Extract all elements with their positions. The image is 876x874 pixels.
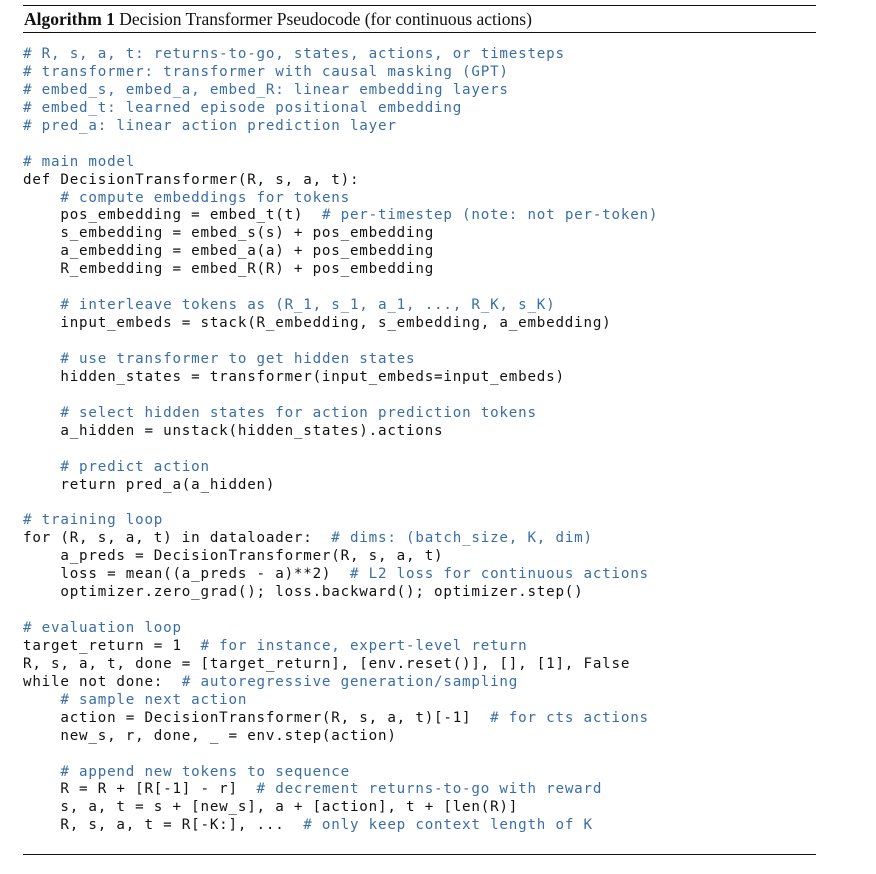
code-text	[23, 459, 60, 475]
code-line	[23, 190, 816, 208]
code-text	[23, 297, 60, 313]
code-text: while not done:	[23, 673, 182, 690]
code-comment: # L2 loss for continuous actions	[349, 566, 649, 583]
code-line	[23, 494, 816, 512]
code-line	[23, 746, 816, 764]
code-comment: # evaluation loop	[23, 620, 182, 636]
code-line	[23, 548, 816, 566]
code-comment: # embed_s, embed_a, embed_R: linear embedding layers	[23, 81, 509, 98]
code-comment: # select hidden states for action prediction tokens	[60, 404, 537, 421]
code-comment: # decrement returns-to-go with reward	[256, 781, 603, 798]
code-line	[23, 207, 816, 225]
code-line	[23, 46, 816, 64]
code-text: pos_embedding = embed_t(t)	[23, 207, 322, 224]
code-text: R, s, a, t = R[-K:], ...	[23, 817, 304, 834]
algorithm-title: Decision Transformer Pseudocode (for continuous actions)	[119, 9, 532, 29]
code-line	[23, 441, 816, 459]
code-text: optimizer.zero_grad(); loss.backward(); optimizer.step()	[23, 584, 584, 601]
algorithm-block	[23, 5, 816, 835]
code-comment: # embed_t: learned episode positional embedding	[23, 99, 463, 116]
code-line	[23, 279, 816, 297]
code-line	[23, 692, 816, 710]
code-line	[23, 638, 816, 656]
code-line	[23, 261, 816, 279]
code-line	[23, 566, 816, 584]
code-line	[23, 817, 816, 835]
code-line	[23, 64, 816, 82]
code-comment: # use transformer to get hidden states	[60, 350, 416, 367]
code-line	[23, 477, 816, 495]
code-text: hidden_states = transformer(input_embeds=input_embeds)	[23, 368, 565, 385]
code-comment: # pred_a: linear action prediction layer	[23, 117, 397, 134]
bottom-rule	[23, 854, 816, 855]
code-line	[23, 387, 816, 405]
code-line	[23, 172, 816, 190]
algorithm-caption	[23, 6, 816, 32]
code-comment: # R, s, a, t: returns-to-go, states, actions, or timesteps	[23, 46, 565, 62]
code-text: s, a, t = s + [new_s], a + [action], t + [len(R)]	[23, 799, 519, 816]
code-comment: # only keep context length of K	[303, 817, 593, 834]
code-line	[23, 728, 816, 746]
code-comment: # compute embeddings for tokens	[60, 189, 350, 206]
code-line	[23, 710, 816, 728]
code-line	[23, 405, 816, 423]
code-comment: # training loop	[23, 512, 164, 529]
code-text: loss = mean((a_preds - a)**2)	[23, 566, 350, 583]
code-line	[23, 82, 816, 100]
code-line	[23, 333, 816, 351]
code-line	[23, 674, 816, 692]
code-text	[23, 351, 60, 367]
code-line	[23, 530, 816, 548]
code-line	[23, 243, 816, 261]
code-text: R = R + [R[-1] - r]	[23, 781, 257, 798]
code-text	[23, 692, 60, 708]
code-line	[23, 584, 816, 602]
code-text: input_embeds = stack(R_embedding, s_embedding, a_embedding)	[23, 315, 612, 332]
code-comment: # main model	[23, 153, 136, 170]
code-line	[23, 799, 816, 817]
code-text: action = DecisionTransformer(R, s, a, t)[-1]	[23, 709, 491, 726]
code-text: R_embedding = embed_R(R) + pos_embedding	[23, 261, 435, 278]
code-comment: # interleave tokens as (R_1, s_1, a_1, ..., R_K, s_K)	[60, 297, 556, 314]
code-line	[23, 764, 816, 782]
code-line	[23, 225, 816, 243]
code-comment: # per-timestep (note: not per-token)	[321, 207, 659, 224]
code-line	[23, 297, 816, 315]
code-text: target_return = 1	[23, 637, 201, 654]
code-line	[23, 602, 816, 620]
code-text: a_embedding = embed_a(a) + pos_embedding	[23, 243, 435, 260]
code-line	[23, 512, 816, 530]
code-text: new_s, r, done, _ = env.step(action)	[23, 727, 397, 744]
code-text: s_embedding = embed_s(s) + pos_embedding	[23, 225, 435, 242]
code-text: a_hidden = unstack(hidden_states).actions	[23, 422, 444, 439]
code-text	[23, 190, 60, 206]
code-comment: # autoregressive generation/sampling	[181, 673, 519, 690]
code-text: for (R, s, a, t) in dataloader:	[23, 530, 332, 547]
code-comment: # predict action	[60, 458, 210, 475]
code-comment: # dims: (batch_size, K, dim)	[331, 530, 593, 547]
code-comment: # append new tokens to sequence	[60, 763, 350, 780]
code-listing	[23, 33, 816, 835]
code-line	[23, 351, 816, 369]
code-line	[23, 136, 816, 154]
code-comment: # for cts actions	[490, 709, 649, 726]
code-comment: # transformer: transformer with causal masking (GPT)	[23, 63, 509, 80]
code-text: a_preds = DecisionTransformer(R, s, a, t)	[23, 548, 444, 565]
code-line	[23, 656, 816, 674]
code-line	[23, 459, 816, 477]
code-line	[23, 154, 816, 172]
algorithm-label: Algorithm 1	[24, 9, 115, 29]
code-line	[23, 620, 816, 638]
code-line	[23, 118, 816, 136]
code-line	[23, 781, 816, 799]
code-text: R, s, a, t, done = [target_return], [env.reset()], [], [1], False	[23, 655, 631, 672]
code-line	[23, 423, 816, 441]
code-text: return pred_a(a_hidden)	[23, 476, 276, 493]
code-text	[23, 764, 60, 780]
code-line	[23, 369, 816, 387]
code-comment: # for instance, expert-level return	[200, 637, 528, 654]
code-line	[23, 315, 816, 333]
code-text	[23, 405, 60, 421]
code-comment: # sample next action	[60, 691, 248, 708]
code-line	[23, 100, 816, 118]
code-text: def DecisionTransformer(R, s, a, t):	[23, 171, 360, 188]
